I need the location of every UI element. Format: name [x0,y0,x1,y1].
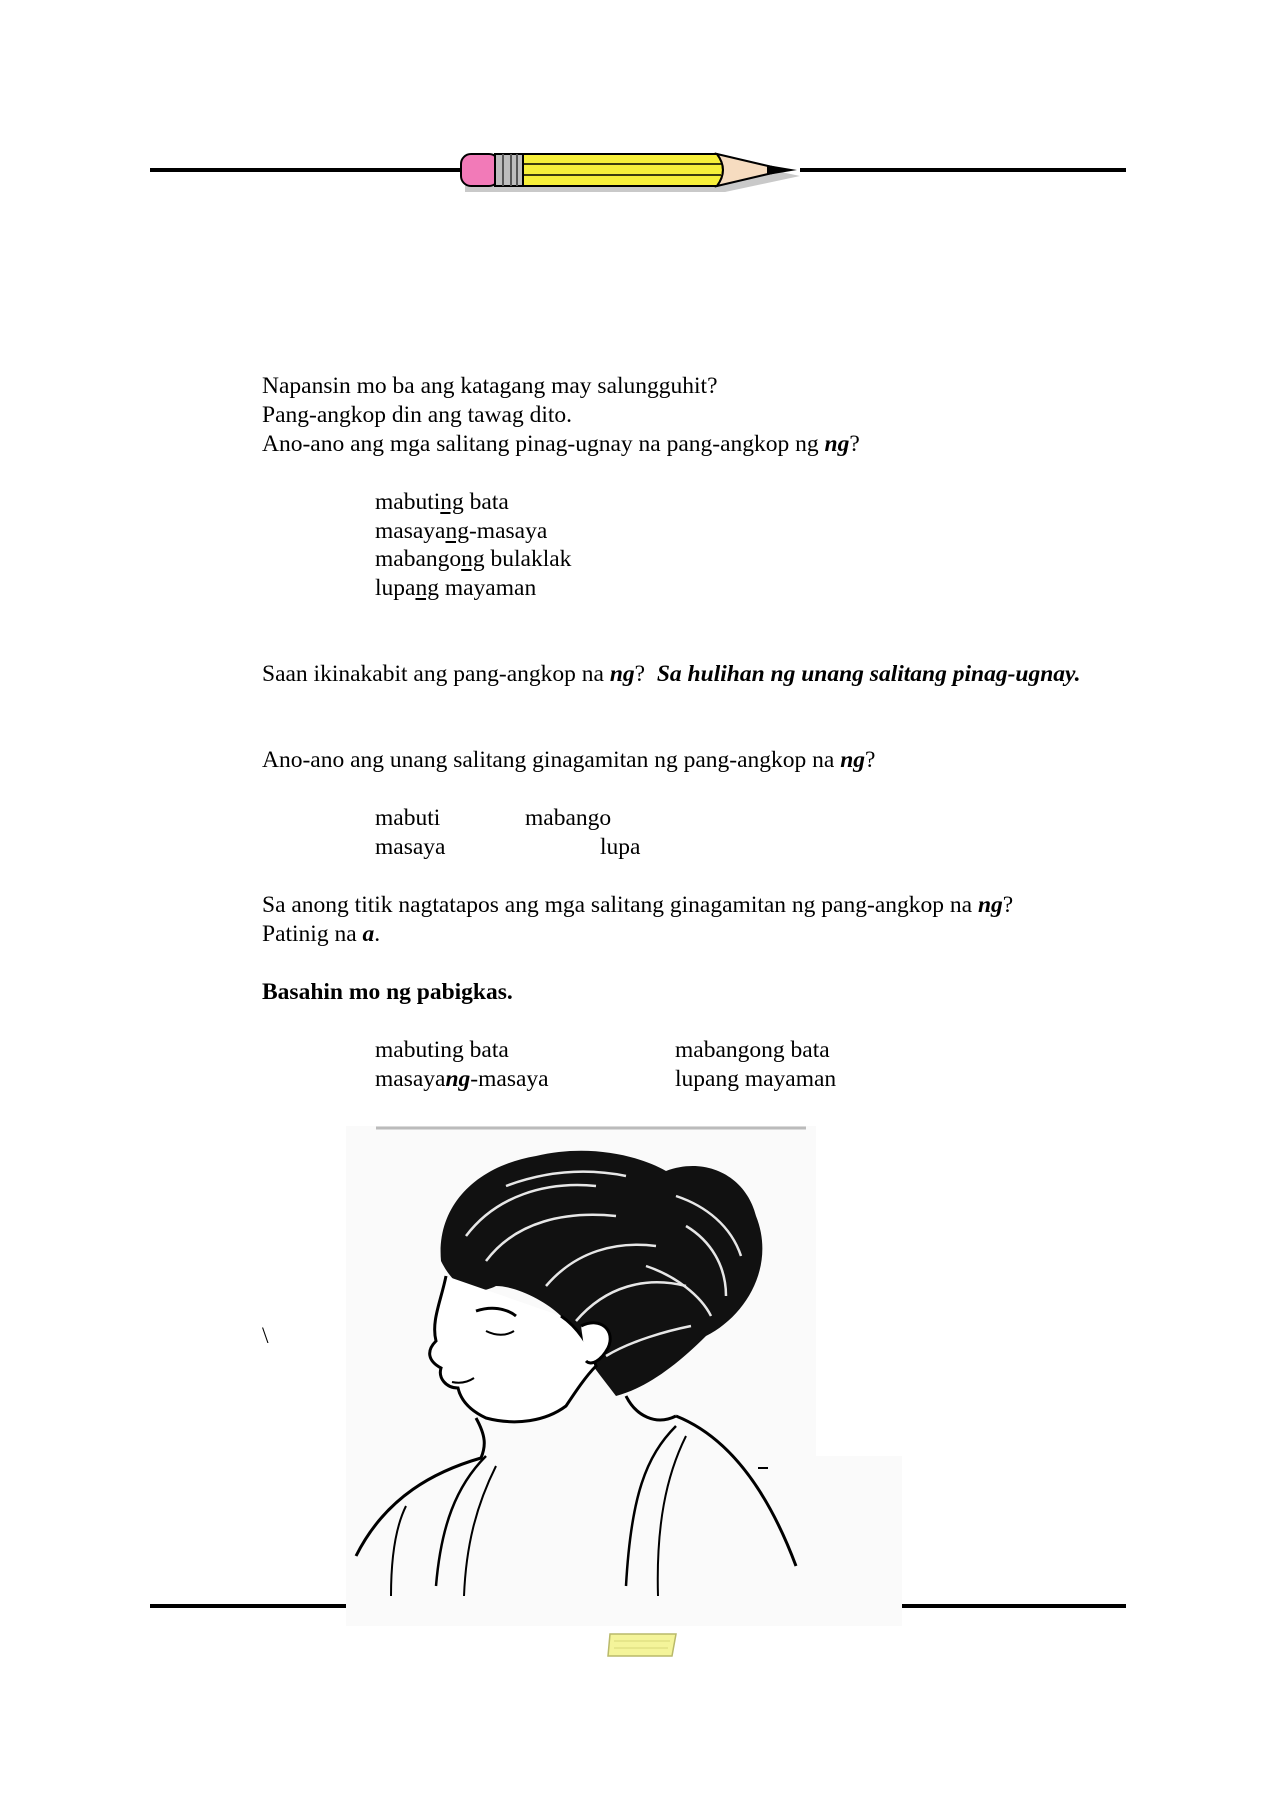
word-masaya: masaya [375,834,446,860]
example-4-word: lupa [375,575,416,601]
example2-c1r2 [375,1065,549,1093]
intro-line-3 [262,430,860,458]
example-3 [375,545,571,573]
word-lupa: lupa [600,834,641,860]
note-icon [606,1630,680,1660]
example-1-linker: ng [440,489,464,515]
ng-marker: ng [609,661,635,687]
top-rule-left [150,168,470,172]
question-4-answer-end: . [374,921,381,947]
example-1-rest: bata [463,489,509,515]
question-2 [262,660,1126,689]
bottom-rule-right [900,1604,1126,1608]
example-3-linker: ng [461,546,485,572]
example-4-linker: ng [415,575,439,601]
example-1 [375,488,509,516]
intro-line-1: Napansin mo ba ang katagang may salungguhit? [262,373,718,399]
woman-illustration [346,1126,902,1626]
example2-c2r1: mabangong bata [675,1037,830,1063]
example-3-word: mabango [375,546,462,572]
example-4 [375,574,536,602]
example-4-rest: mayaman [438,575,537,601]
example2-c1r1: mabuting bata [375,1037,509,1063]
bottom-rule-left [150,1604,350,1608]
word-mabuti: mabuti [375,805,441,831]
intro-line-2: Pang-angkop din ang tawag dito. [262,402,573,428]
example-2-word: masaya [375,518,446,544]
question-4-end: ? [1002,892,1014,918]
question-3 [262,746,875,774]
pencil-icon [455,148,805,196]
stray-mark: \ [262,1323,269,1349]
example2-c1r2-word: masaya [375,1066,446,1092]
ng-marker: ng [824,431,850,457]
ng-marker: ng [977,892,1003,918]
read-heading: Basahin mo ng pabigkas. [262,979,513,1005]
ng-marker: ng [445,1066,471,1092]
intro-line-3-end: ? [849,431,860,457]
example-2-linker: ng [445,518,469,544]
example-2-rest: -masaya [468,518,548,544]
vowel-marker: a [362,921,375,947]
example2-c2r2: lupang mayaman [675,1066,837,1092]
question-3-end: ? [865,747,876,773]
example2-c1r2-rest: -masaya [470,1066,549,1092]
question-4-text: Sa anong titik nagtatapos ang mga salitang ginagamitan ng pang-angkop na [262,892,978,918]
example-1-word: mabuti [375,489,441,515]
question-2-answer: Sa hulihan ng unang salitang pinag-ugnay. [656,661,1081,687]
intro-line-3-text: Ano-ano ang mga salitang pinag-ugnay na pang-angkop ng [262,431,825,457]
question-4-answer: Patinig na [262,921,363,947]
example-2 [375,517,547,545]
question-4 [262,891,1126,949]
question-2-text: Saan ikinakabit ang pang-angkop na [262,661,610,687]
question-2-mark: ? [634,661,646,687]
ng-marker: ng [840,747,866,773]
word-mabango: mabango [525,805,612,831]
question-3-text: Ano-ano ang unang salitang ginagamitan ng pang-angkop na [262,747,841,773]
example-3-rest: bulaklak [484,546,572,572]
top-rule-right [800,168,1126,172]
